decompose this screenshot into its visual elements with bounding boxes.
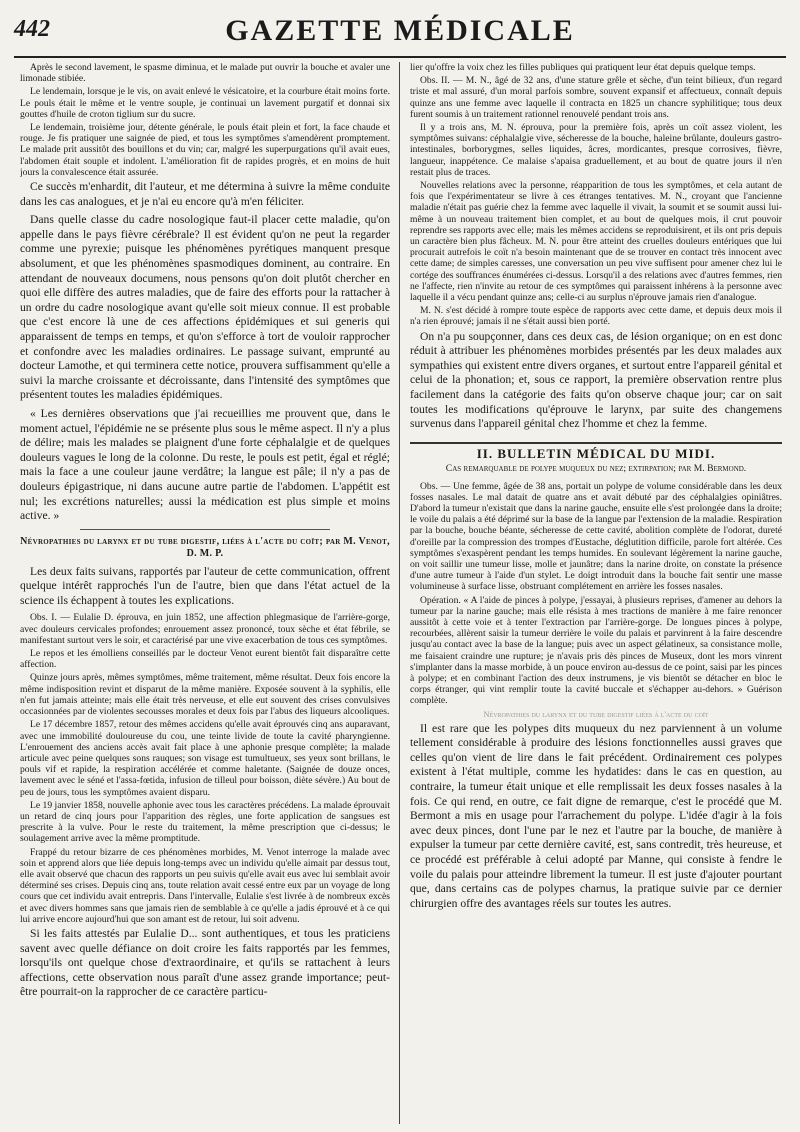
paragraph: Il y a trois ans, M. N. éprouva, pour la première fois, après un coït assez violent, les symptômes suivans: céphalalgie vive, sécheresse de la bouche, haleine brûlante, douleurs gastro-intestinales, borborygmes, selles liquides, âcres, mordicantes, presque corrosives, fièvre, langueur, inappétence. Ce malaise s'apaisa graduellement, et au bout de quatre jours il n'en restait plus de traces. <box>410 122 782 178</box>
paragraph: Le 19 janvier 1858, nouvelle aphonie avec tous les caractères précédens. La malade éprouvait un retard de cinq jours pour l'apparition des règles, une forte application de sangsues est prescrite à la vulve. Pour le reste du traitement, la même prescription que ci-dessus; le soulagement arrive avec la même promptitude. <box>20 799 390 845</box>
paragraph: Le lendemain, troisième jour, détente générale, le pouls était plein et fort, la face chaude et rouge. Je fis pratiquer une saignée de pied, et tous les symptômes s'amendèrent promptement. Le malade prit aussitôt des bouillons et du vin; car, malgré les superpurgations qu'il avait eues, l'abdomen était souple et indolent. L'amélioration fit de rapides progrès, et en moins de huit jours la convalescence était assurée. <box>20 122 390 178</box>
right-column <box>410 62 782 1126</box>
paragraph: Si les faits attestés par Eulalie D... sont authentiques, et tous les praticiens savent avec quelle défiance on doit croire les faits rapportés par les femmes, lorsqu'ils ont quelque chose d'extraordinaire, et qu'ils se rattachent à leurs affections, cette observation nous paraît d'une assez grande importance; peut-être pourrait-on la rapprocher de ce caractère particu- <box>20 926 390 999</box>
paragraph: Opération. « A l'aide de pinces à polype, j'essayai, à plusieurs reprises, d'amener au dehors la tumeur par la narine gauche; mais elle résista à mes tractions de manière à me faire renoncer aussitôt à cette voie et à tenter l'extraction par l'arrière-gorge. De longues pinces à polype, recourbées, allèrent saisir la tumeur derrière le voile du palais et parvinrent à la faire descendre jusqu'au contact avec la base de la langue; puis avec un aspect gélatineux, sa consistance molle, me faisaient craindre une rupture; je n'avais pris dès pinces de Museux, dont les mors vinrent s'implanter dans la masse morbide, à un pouce environ au-dessus de ce point, saisi par les pinces à polype; et en combinant l'action des deux instrumens, je vis bientôt se détacher en bloc le corps étranger, qui vint remplir toute la cavité buccale et s'échapper au-dehors. » Guérison complète. <box>410 594 782 707</box>
bleed-through-line: Névropathies du larynx et du tube digestif liées à l'acte du coït <box>483 708 709 719</box>
divider <box>80 529 330 530</box>
journal-title: GAZETTE MÉDICALE <box>225 14 575 47</box>
paragraph: Il est rare que les polypes dits muqueux du nez parviennent à un volume tellement considérable à produire des lésions fonctionnelles aussi graves que celles qu'on vient de lire dans le fait précédent. Ordinairement ces polypes existent à l'état multiple, comme les hydatides: dans le cas en question, au contraire, la tumeur était unique et elle remplissait les deux fosses nasales à la fois. Ce qui rend, en outre, ce fait digne de remarque, c'est le procédé que M. Bermont a mis en usage pour l'arrachement du polype. L'idée d'agir à la fois avec deux pinces, dont l'une par le nez et l'autre par la bouche, de manière à expulser la tumeur par cette dernière cavité, est, sans contredit, très heureuse, et ce procédé est préférable à celui adopté par Manne, qui consiste à fendre le voile du palais pour atteindre librement la tumeur. Il est juste d'ajouter pourtant que, dans certains cas de polypes charnus, la pratique suivie par ce dernier chirurgien offre des avantages réels sur toutes les autres. <box>410 721 782 910</box>
paragraph: Les deux faits suivans, rapportés par l'auteur de cette communication, offrent quelque intérêt rapprochés l'un de l'autre, bien que dans l'état actuel de la science ils échappent à toutes les explications. <box>20 564 390 607</box>
column-rule <box>399 62 400 1124</box>
paragraph: Obs. II. — M. N., âgé de 32 ans, d'une stature grêle et sèche, d'un teint bilieux, d'un regard triste et mal assuré, d'un moral parfois sombre, souvent expansif et affectueux, connaît depuis quinze ans une femme avec laquelle il contracta en 1825 un chancre syphilitique; tous deux furent soumis à un traitement rationnel renouvelé pendant trois ans. <box>410 75 782 120</box>
paragraph: M. N. s'est décidé à rompre toute espèce de rapports avec cette dame, et depuis deux mois il n'a rien éprouvé; jamais il ne s'était aussi bien porté. <box>410 305 782 328</box>
paragraph: On n'a pu soupçonner, dans ces deux cas, de lésion organique; on en est donc réduit à attribuer les phénomènes morbides présentés par les deux malades aux sympathies qui existent entre divers organes, et surtout entre l'appareil génital et celui de la phonation; et, sous ce rapport, la première observation rentre plus facilement dans la catégorie des faits qu'on observe chaque jour; car on sait toutes les modifications qu'éprouve le larynx, par suite des changemens survenus dans l'appareil génital chez l'homme et chez la femme. <box>410 329 782 431</box>
paragraph: lier qu'offre la voix chez les filles publiques qui pratiquent leur état depuis quelque temps. <box>410 62 756 73</box>
paragraph: Dans quelle classe du cadre nosologique faut-il placer cette maladie, qu'on appelle dans le pays fièvre cérébrale? Il est évident qu'on ne peut la regarder comme une pyrexie; puisque les phénomènes pyrétiques manquent presque absolument, et que les phénomènes spasmodiques dominent, au contraire. En attendant de nouveaux documens, nous pensons qu'on doit plutôt chercher en quoi elle diffère des autres maladies, que de faire des efforts pour la rattacher à un ordre du cadre nosologique avant qu'elle soit mieux connue. Il est probable que c'est encore là une de ces affections épidémiques et sui generis qui apparaissent de temps en temps, et qu'on s'efforce à tort de vouloir rapprocher et confondre avec les maladies ordinaires. Le passage suivant, emprunté au docteur Lamothe, et qui terminera cette notice, prouvera suffisamment qu'elle a suivi la marche croissante et décroissante, dans l'intensité des symptômes que présentent toutes les maladies épidémiques. <box>20 213 390 402</box>
section-title: Névropathies du larynx et du tube digestif, liées à l'acte du coït; par M. Venot, D. M. P. <box>20 535 390 559</box>
left-column <box>20 62 390 1126</box>
paragraph: Nouvelles relations avec la personne, réapparition de tous les symptômes, et cela autant de fois que l'expérimentateur se livre à ces étranges tentatives. M. N., croyant que l'ancienne maladie n'était pas guérie chez la femme avec laquelle il vivait, la soumit et se soumit aussi lui-même à un nouveau traitement bien complet, et au bout de quelques mois, il crut pouvoir reprendre ses rapports avec elle; mais les mêmes accidens se reproduisirent, et ils ont pris depuis un caractère bien plus fâcheux. M. N. pour être atteint des cruelles douleurs entériques que lui procurait autrefois le coït n'a besoin maintenant que de se trouver en contact très innocent avec cette dame; de simples caresses, une conversation un peu vive suffisent pour amener chez lui le cortége des souffrances énumérées ci-dessus. Lorsqu'il a des relations avec d'autres femmes, rien ne l'affecte, rien n'invite au retour de ces symptômes qui paraissent inhérens à la personne avec laquelle il a vécu pendant quinze ans; celle-ci au surplus n'éprouve jamais rien d'analogue. <box>410 180 782 304</box>
paragraph: Le lendemain, lorsque je le vis, on avait enlevé le vésicatoire, et la courbure était moins forte. Le pouls était le même et le ventre souple, je continuai un lavement purgatif et donnai six gouttes d'huile de croton tiglium sur du sucre. <box>20 86 390 120</box>
paragraph: Ce succès m'enhardit, dit l'auteur, et me détermina à suivre la même conduite dans les cas analogues, et je n'ai eu encore qu'à m'en féliciter. <box>20 180 390 208</box>
paragraph: Obs. — Une femme, âgée de 38 ans, portait un polype de volume considérable dans les deux fosses nasales. Le mal datait de quatre ans et avait débuté par des céphalalgies opiniâtres. D'abord la tumeur n'existait que dans la narine gauche, ensuite elle s'est prolongée dans la droite; le voile du palais a été déprimé sur la base de la langue par l'extension de la maladie. Respiration par la bouche, bouche béante, sécheresse de cette cavité, abolition complète de l'odorat, dureté d'oreille par la compression des trompes d'Eustache, déglutition difficile, parole fort altérée. Ces symptômes s'exaspèrent pendant les temps humides. En soulevant légèrement la narine gauche, on voit saillir une tumeur lisse, molle et jaunâtre; dans la narine droite, on constate la présence d'une autre tumeur à l'aide d'un stylet. Le doigt introduit dans la bouche fait sentir une masse volumineuse à surface lisse, obstruant complétement en arrière les fosses nasales. <box>410 480 782 593</box>
paragraph: Obs. I. — Eulalie D. éprouva, en juin 1852, une affection phlegmasique de l'arrière-gorge, avec douleurs cervicales profondes; enrouement assez prononcé, toux sèche et état fébrile, se manifestant surtout vers le soir, et caractérisé par une vive exacerbation de tous ces symptômes. <box>20 612 390 646</box>
paragraph: Le repos et les émolliens conseillés par le docteur Venot eurent bientôt fait disparaître cette affection. <box>20 648 390 671</box>
paragraph: Le 17 décembre 1857, retour des mêmes accidens qu'elle avait éprouvés cinq ans auparavant, avec une immobilité douloureuse du cou, une teinte livide de toute la cavité pharyngienne. L'enrouement des anciens accès avait fait place à une aphonie presque complète; la malade articule avec peine quelques sons rauques; son visage est tumultueux, ses yeux sont brillans, le pouls vif et rapide, la respiration accélérée et comme haletante. (Saignée de douze onces, lavement avec le séné et l'assa-fœtida, infusion de tilleul pour boisson, diète sévère.) Au bout de peu de jours, tous les symptômes avaient disparu. <box>20 719 390 798</box>
paragraph: Après le second lavement, le spasme diminua, et le malade put ouvrir la bouche et avaler une limonade stibiée. <box>20 62 390 85</box>
quoted-paragraph: « Les dernières observations que j'ai recueillies me prouvent que, dans le moment actuel, l'épidémie ne se présente plus sous le même aspect. Il n'y a plus de délire; mais les malades se plaignent d'une forte céphalalgie et de quelques douleurs vagues le long de la colonne. Du reste, le pouls est petit, égal et réglé; mais la face a une couleur jaune verdâtre; la langue est pâle; il n'y a pas de douleurs épigastrique, ni dans aucune autre partie de l'abdomen. L'appétit est nul; les excrétions naturelles; aussi la médication est plus simple et moins active. » <box>20 406 390 523</box>
bulletin-subtitle: Cas remarquable de polype muqueux du nez; extirpation; par M. Bermond. <box>445 463 747 475</box>
page-number: 442 <box>14 16 50 42</box>
paragraph: Frappé du retour bizarre de ces phénomènes morbides, M. Venot interroge la malade avec soin et apprend alors que liée depuis long-temps avec un individu qu'elle aimait par dessus tout, elle avait observé que chacun des rapports un peu suivis qu'elle avait eus avec lui semblait avoir déterminé ses crises. Depuis cinq ans, toute relation avait cessé entre eux par un voyage de long cours que cet individu avait entrepris. Dans l'intervalle, Eulalie s'est livrée à de nombreux excès et avec divers hommes sans que jamais rien de semblable à ce qu'elle a jadis éprouvé et à ce qui lui arrive encore aujourd'hui que son amant est de retour, lui soit advenu. <box>20 846 390 925</box>
bulletin-title: II. BULLETIN MÉDICAL DU MIDI. <box>410 442 782 459</box>
page-header <box>14 14 786 58</box>
paragraph: Quinze jours après, mêmes symptômes, même traitement, même résultat. Deux fois encore la même indisposition revint et disparut de la même manière. Exposée souvent à la syphilis, elle n'en fut jamais atteinte; mais elle était très nerveuse, et elle eut souvent des crises convulsives occasionnées par de violentes secousses morales et deux fois par l'abus des liqueurs alcooliques. <box>20 672 390 718</box>
